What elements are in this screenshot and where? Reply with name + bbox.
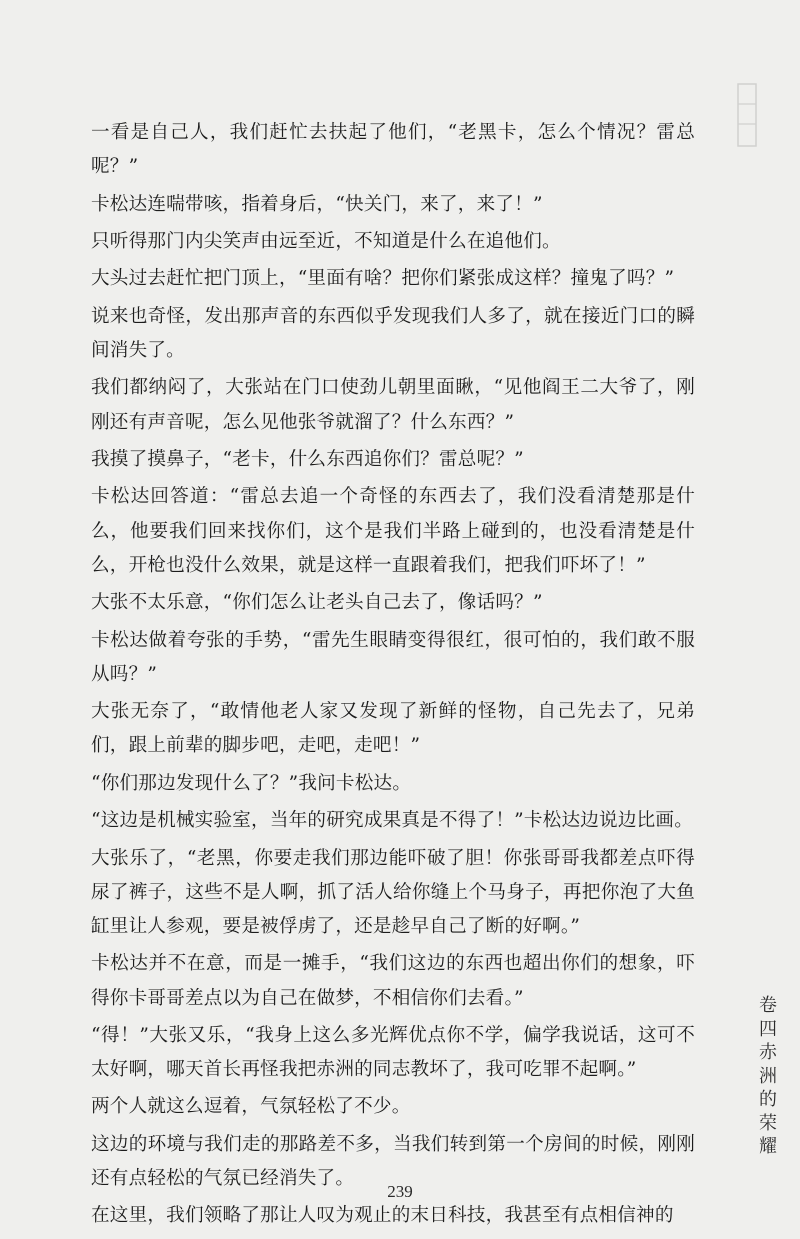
paragraph: 这边的环境与我们走的那路差不多，当我们转到第一个房间的时候，刚刚还有点轻松的气氛已经消失了。 xyxy=(91,1133,695,1190)
chapter-side-label: 卷四 赤洲的荣耀 xyxy=(759,995,777,1157)
paragraph: 我们都纳闷了，大张站在门口使劲儿朝里面瞅，“见他阎王二大爷了，刚刚还有声音呢，怎么见他张爷就溜了？什么东西？” xyxy=(91,377,695,433)
body-text xyxy=(91,116,695,1237)
paragraph: 说来也奇怪，发出那声音的东西似乎发现我们人多了，就在接近门口的瞬间消失了。 xyxy=(91,305,695,361)
paragraph: 大头过去赶忙把门顶上，“里面有啥？把你们紧张成这样？撞鬼了吗？” xyxy=(91,268,675,290)
paragraph: 大张无奈了，“敢情他老人家又发现了新鲜的怪物，自己先去了，兄弟们，跟上前辈的脚步吧，走吧，走吧！” xyxy=(91,701,695,757)
paragraph: 只听得那门内尖笑声由远至近，不知道是什么在追他们。 xyxy=(91,230,561,252)
paragraph: “这边是机械实验室，当年的研究成果真是不得了！”卡松达边说边比画。 xyxy=(91,810,694,832)
paragraph: 大张乐了，“老黑，你要走我们那边能吓破了胆！你张哥哥我都差点吓得尿了裤子，这些不是人啊，抓了活人给你缝上个马身子，再把你泡了大鱼缸里让人参观，要是被俘虏了，还是趁早自己了断的好啊。” xyxy=(91,847,695,937)
page-number: 239 xyxy=(387,1182,413,1201)
paragraph: 卡松达并不在意，而是一摊手，“我们这边的东西也超出你们的想象，吓得你卡哥哥差点以为自己在做梦，不相信你们去看。” xyxy=(91,953,695,1009)
paragraph: “你们那边发现什么了？”我问卡松达。 xyxy=(91,772,412,794)
paragraph: 在这里，我们领略了那让人叹为观止的末日科技，我甚至有点相信神的 xyxy=(91,1205,674,1227)
paragraph: 卡松达做着夸张的手势，“雷先生眼睛变得很红，很可怕的，我们敢不服从吗？” xyxy=(91,629,695,685)
paragraph: 我摸了摸鼻子，“老卡，什么东西追你们？雷总呢？” xyxy=(91,448,524,470)
bleed-through-mark xyxy=(734,80,760,150)
paragraph: 两个人就这么逗着，气氛轻松了不少。 xyxy=(91,1096,411,1118)
paragraph: 卡松达回答道：“雷总去追一个奇怪的东西去了，我们没看清楚那是什么，他要我们回来找你们，这个是我们半路上碰到的，也没看清楚是什么，开枪也没什么效果，就是这样一直跟着我们，把我们吓坏了！” xyxy=(91,486,695,576)
paragraph: “得！”大张又乐，“我身上这么多光辉优点你不学，偏学我说话，这可不太好啊，哪天首长再怪我把赤洲的同志教坏了，我可吃罪不起啊。” xyxy=(91,1024,695,1081)
paragraph: 卡松达连喘带咳，指着身后，“快关门，来了，来了！” xyxy=(91,193,543,215)
paragraph: 大张不太乐意，“你们怎么让老头自己去了，像话吗？” xyxy=(91,592,543,614)
paragraph: 一看是自己人，我们赶忙去扶起了他们，“老黑卡，怎么个情况？雷总呢？” xyxy=(91,122,695,178)
